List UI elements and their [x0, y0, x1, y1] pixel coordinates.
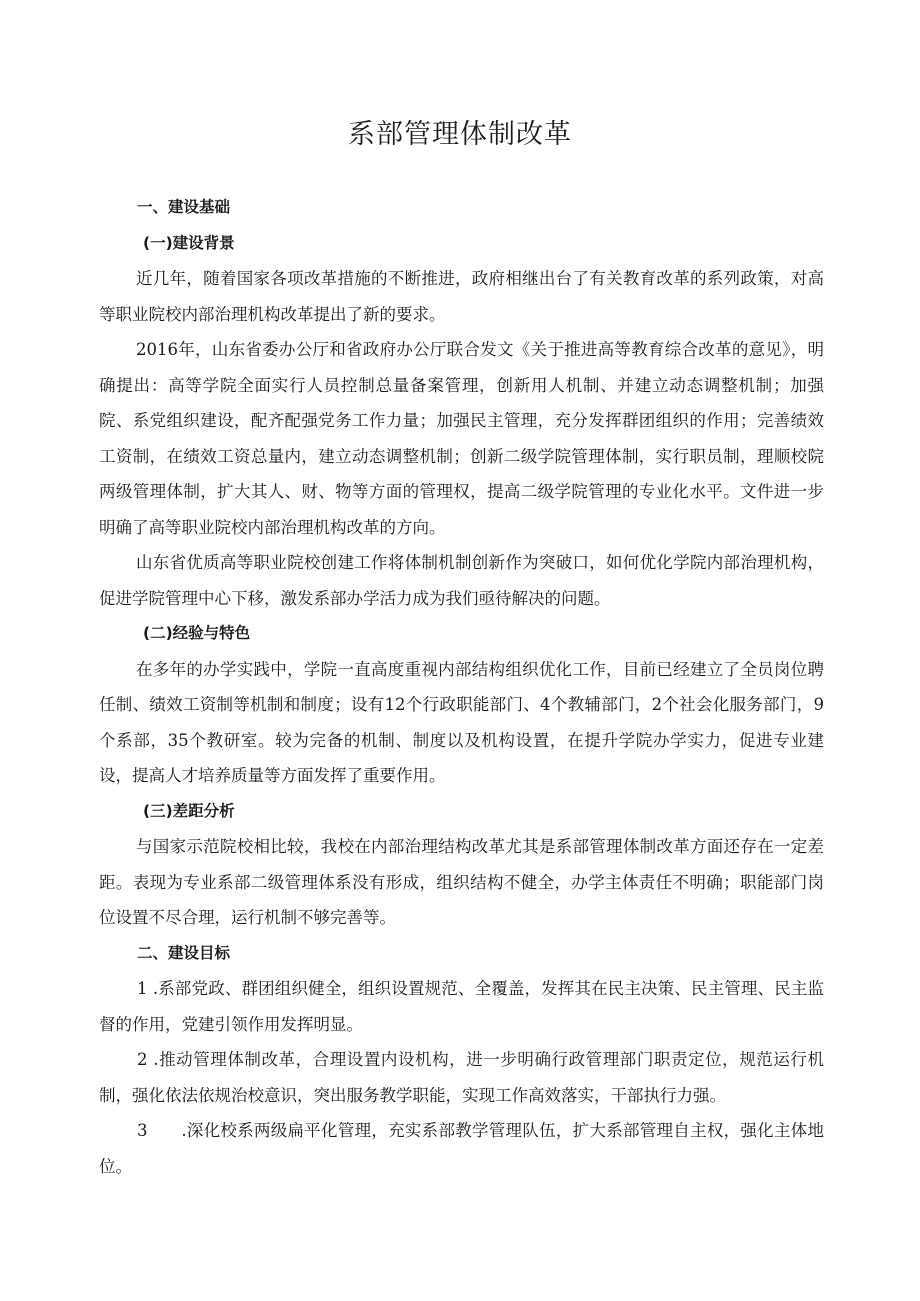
- subsection-heading-gap-analysis: (三)差距分析: [143, 801, 235, 820]
- paragraph: 山东省优质高等职业院校创建工作将体制机制创新作为突破口，如何优化学院内部治理机构，促进学院管理中心下移，激发系部办学活力成为我们亟待解决的问题。: [99, 553, 824, 608]
- section-heading-goals: 二、建设目标: [137, 943, 231, 962]
- subsection-heading-background: (一)建设背景: [143, 233, 235, 252]
- goal-item: 2 .推动管理体制改革，合理设置内设机构，进一步明确行政管理部门职责定位，规范运行机制，强化依法依规治校意识，突出服务教学职能，实现工作高效落实，干部执行力强。: [99, 1050, 824, 1105]
- goal-item: 3 .深化校系两级扁平化管理，充实系部教学管理队伍，扩大系部管理自主权，强化主体地位。: [99, 1121, 824, 1176]
- document-body: [99, 190, 824, 1184]
- paragraph: 在多年的办学实践中，学院一直高度重视内部结构组织优化工作，目前已经建立了全员岗位聘任制、绩效工资制等机制和制度；设有12个行政职能部门、4个教辅部门，2个社会化服务部门，9个系部，35个教研室。较为完备的机制、制度以及机构设置，在提升学院办学实力，促进专业建设，提高人才培养质量等方面发挥了重要作用。: [99, 659, 824, 785]
- goal-item: 1 .系部党政、群团组织健全，组织设置规范、全覆盖，发挥其在民主决策、民主管理、民主监督的作用，党建引领作用发挥明显。: [99, 979, 824, 1034]
- paragraph: 与国家示范院校相比较，我校在内部治理结构改革尤其是系部管理体制改革方面还存在一定差距。表现为专业系部二级管理体系没有形成，组织结构不健全，办学主体责任不明确；职能部门岗位设置不尽合理，运行机制不够完善等。: [99, 837, 824, 927]
- subsection-heading-experience: (二)经验与特色: [143, 624, 251, 642]
- document-title: 系部管理体制改革: [348, 119, 572, 150]
- paragraph: 近几年，随着国家各项改革措施的不断推进，政府相继出台了有关教育改革的系列政策，对高等职业院校内部治理机构改革提出了新的要求。: [99, 269, 824, 324]
- paragraph: 2016年，山东省委办公厅和省政府办公厅联合发文《关于推进高等教育综合改革的意见》，明确提出：高等学院全面实行人员控制总量备案管理，创新用人机制、并建立动态调整机制；加强院、系党组织建设，配齐配强党务工作力量；加强民主管理，充分发挥群团组织的作用；完善绩效工资制，在绩效工资总量内，建立动态调整机制；创新二级学院管理体制，实行职员制，理顺校院两级管理体制，扩大其人、财、物等方面的管理权，提高二级学院管理的专业化水平。文件进一步明确了高等职业院校内部治理机构改革的方向。: [99, 340, 824, 537]
- section-heading-foundation: 一、建设基础: [137, 198, 231, 216]
